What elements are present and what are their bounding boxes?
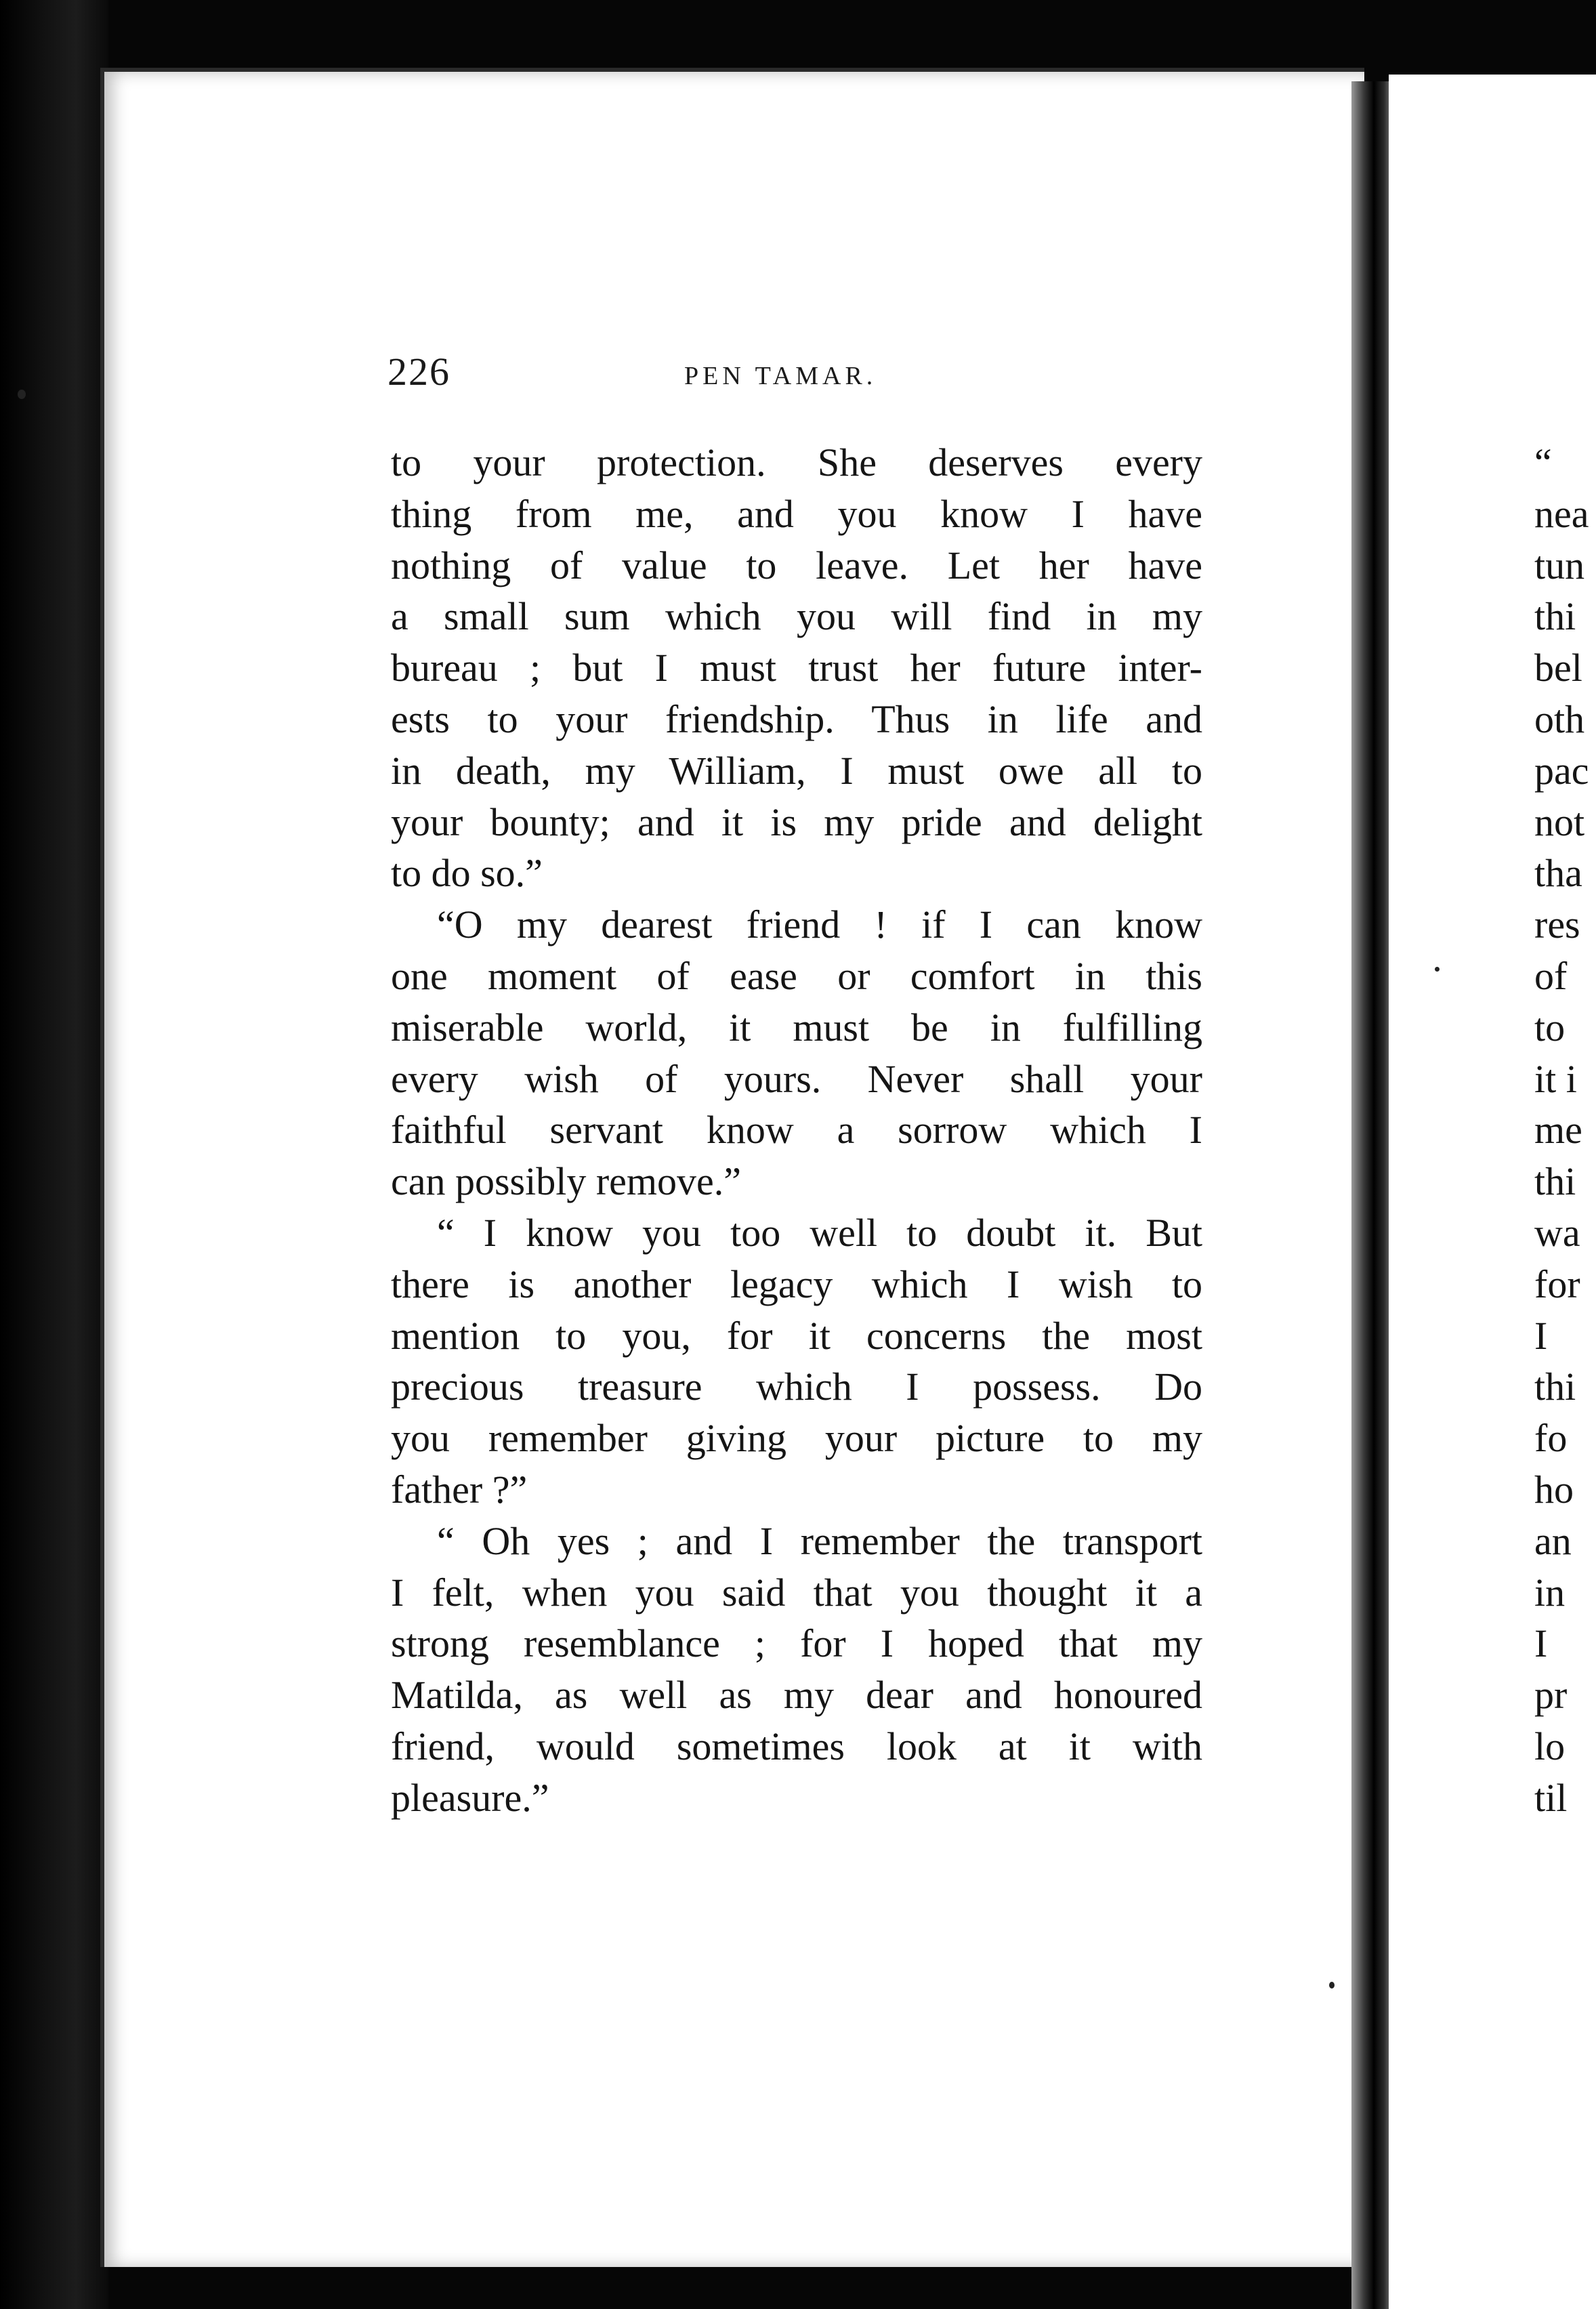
- text-line: father ?”: [391, 1467, 528, 1512]
- cut-text-fragment: “: [1534, 440, 1552, 484]
- page-number: 226: [387, 350, 450, 394]
- cut-text-fragment: tha: [1534, 851, 1582, 896]
- cut-text-fragment: fo: [1534, 1416, 1568, 1461]
- cut-text-fragment: I: [1534, 1621, 1548, 1666]
- text-line: strong resemblance ; for I hoped that my: [391, 1621, 1202, 1666]
- text-line: miserable world, it must be in fulfilling: [391, 1005, 1202, 1049]
- text-line: “ Oh yes ; and I remember the transport: [437, 1518, 1202, 1563]
- text-line: you remember giving your picture to my: [391, 1416, 1202, 1461]
- text-line: “O my dearest friend ! if I can know: [437, 902, 1202, 947]
- text-line: mention to you, for it concerns the most: [391, 1313, 1202, 1358]
- scan-speck: [18, 390, 26, 399]
- cut-text-fragment: in: [1534, 1570, 1566, 1615]
- text-line: your bounty; and it is my pride and delight: [391, 799, 1202, 844]
- cut-text-fragment: not: [1534, 799, 1585, 844]
- text-line: in death, my William, I must owe all to: [391, 748, 1202, 793]
- text-line: a small sum which you will find in my: [391, 594, 1202, 639]
- cut-text-fragment: pr: [1534, 1673, 1568, 1718]
- text-line: bureau ; but I must trust her future inter-: [391, 646, 1202, 690]
- cut-text-fragment: oth: [1534, 696, 1585, 741]
- cut-text-fragment: wa: [1534, 1210, 1580, 1255]
- cut-text-fragment: tun: [1534, 543, 1585, 587]
- cut-text-fragment: ho: [1534, 1467, 1574, 1512]
- running-title: PEN TAMAR.: [684, 362, 877, 390]
- cut-text-fragment: pac: [1534, 748, 1589, 793]
- cut-text-fragment: an: [1534, 1518, 1572, 1563]
- text-line: ests to your friendship. Thus in life and: [391, 696, 1202, 741]
- cut-text-fragment: for: [1534, 1262, 1580, 1306]
- text-line: there is another legacy which I wish to: [391, 1262, 1202, 1306]
- text-line: Matilda, as well as my dear and honoured: [391, 1673, 1202, 1718]
- text-line: to do so.”: [391, 851, 543, 896]
- scan-speck: [1329, 1982, 1335, 1989]
- running-head: [387, 349, 1207, 403]
- text-line: can possibly remove.”: [391, 1159, 742, 1204]
- page-gutter: [1351, 81, 1392, 2309]
- text-line: friend, would sometimes look at it with: [391, 1724, 1202, 1768]
- text-line: every wish of yours. Never shall your: [391, 1056, 1202, 1101]
- book-binding-edge: [0, 0, 108, 2309]
- cut-text-fragment: of: [1534, 953, 1568, 998]
- text-line: pleasure.”: [391, 1775, 549, 1820]
- text-line: I felt, when you said that you thought it a: [391, 1570, 1202, 1615]
- cut-text-fragment: to: [1534, 1005, 1566, 1049]
- right-page-cut-text: [1534, 437, 1596, 1824]
- left-page-body-text: [391, 437, 1202, 1824]
- cut-text-fragment: til: [1534, 1775, 1568, 1820]
- scan-speck: [1435, 967, 1440, 972]
- cut-text-fragment: me: [1534, 1108, 1582, 1152]
- text-line: precious treasure which I possess. Do: [391, 1365, 1202, 1409]
- cut-text-fragment: I: [1534, 1313, 1548, 1358]
- cut-text-fragment: it i: [1534, 1056, 1577, 1101]
- text-line: faithful servant know a sorrow which I: [391, 1108, 1202, 1152]
- cut-text-fragment: lo: [1534, 1724, 1566, 1768]
- cut-text-fragment: thi: [1534, 594, 1576, 639]
- text-line: “ I know you too well to doubt it. But: [437, 1210, 1202, 1255]
- cut-text-fragment: bel: [1534, 646, 1582, 690]
- text-line: nothing of value to leave. Let her have: [391, 543, 1202, 587]
- cut-text-fragment: nea: [1534, 491, 1589, 536]
- cut-text-fragment: thi: [1534, 1159, 1576, 1204]
- text-line: one moment of ease or comfort in this: [391, 953, 1202, 998]
- text-line: thing from me, and you know I have: [391, 491, 1202, 536]
- cut-text-fragment: res: [1534, 902, 1580, 947]
- cut-text-fragment: thi: [1534, 1365, 1576, 1409]
- text-line: to your protection. She deserves every: [391, 440, 1202, 484]
